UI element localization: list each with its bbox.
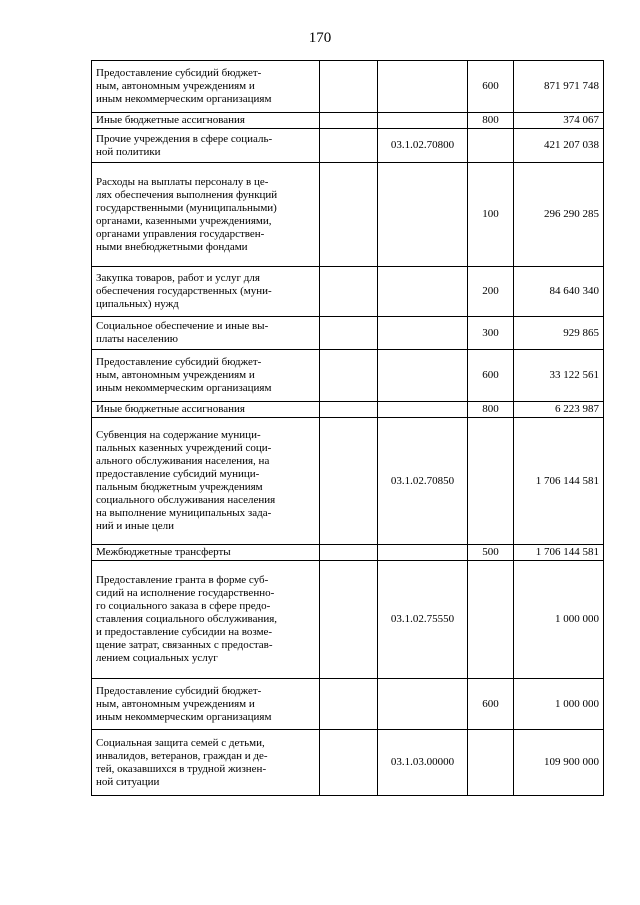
row-code (378, 545, 468, 561)
row-amount: 374 067 (514, 113, 604, 129)
row-name: Предоставление субсидий бюджет- ным, автономным учреждениям и иным некоммерческим организациям (92, 350, 320, 402)
row-code: 03.1.03.00000 (378, 730, 468, 796)
row-expense-type (468, 561, 514, 679)
row-amount: 421 207 038 (514, 129, 604, 163)
row-amount: 1 000 000 (514, 561, 604, 679)
row-code (378, 317, 468, 350)
row-name: Прочие учреждения в сфере социаль- ной политики (92, 129, 320, 163)
row-name: Межбюджетные трансферты (92, 545, 320, 561)
table-row (92, 350, 604, 402)
row-expense-type: 100 (468, 163, 514, 267)
row-expense-type: 300 (468, 317, 514, 350)
table-row (92, 679, 604, 730)
row-expense-type: 800 (468, 113, 514, 129)
table-row (92, 545, 604, 561)
row-name: Расходы на выплаты персоналу в це- лях обеспечения выполнения функций государственными (муниципальными) органами, казенными учреждениями, органами управления государствен- ными внебюджетными фондами (92, 163, 320, 267)
table-row (92, 163, 604, 267)
row-amount: 33 122 561 (514, 350, 604, 402)
row-code (378, 61, 468, 113)
row-expense-type (468, 129, 514, 163)
page-number: 170 (308, 30, 332, 46)
row-empty-cell (320, 418, 378, 545)
row-empty-cell (320, 61, 378, 113)
table-row (92, 61, 604, 113)
row-expense-type: 600 (468, 350, 514, 402)
row-amount: 1 706 144 581 (514, 545, 604, 561)
row-expense-type: 600 (468, 679, 514, 730)
row-code (378, 113, 468, 129)
row-empty-cell (320, 545, 378, 561)
row-name: Предоставление субсидий бюджет- ным, автономным учреждениям и иным некоммерческим организациям (92, 679, 320, 730)
row-empty-cell (320, 730, 378, 796)
row-code (378, 402, 468, 418)
row-name: Иные бюджетные ассигнования (92, 402, 320, 418)
row-empty-cell (320, 402, 378, 418)
row-empty-cell (320, 129, 378, 163)
row-expense-type: 200 (468, 267, 514, 317)
row-empty-cell (320, 561, 378, 679)
row-amount: 929 865 (514, 317, 604, 350)
row-expense-type (468, 730, 514, 796)
row-expense-type (468, 418, 514, 545)
row-code: 03.1.02.75550 (378, 561, 468, 679)
row-amount: 296 290 285 (514, 163, 604, 267)
row-expense-type: 500 (468, 545, 514, 561)
table-row (92, 561, 604, 679)
table-row (92, 418, 604, 545)
row-code: 03.1.02.70800 (378, 129, 468, 163)
row-amount: 871 971 748 (514, 61, 604, 113)
row-name: Иные бюджетные ассигнования (92, 113, 320, 129)
row-amount: 6 223 987 (514, 402, 604, 418)
row-code (378, 350, 468, 402)
table-row (92, 113, 604, 129)
table-row (92, 730, 604, 796)
row-expense-type: 600 (468, 61, 514, 113)
table-row (92, 402, 604, 418)
table-row (92, 317, 604, 350)
row-amount: 84 640 340 (514, 267, 604, 317)
row-empty-cell (320, 113, 378, 129)
row-name: Закупка товаров, работ и услуг для обеспечения государственных (муни- ципальных) нужд (92, 267, 320, 317)
row-empty-cell (320, 163, 378, 267)
row-empty-cell (320, 679, 378, 730)
row-amount: 109 900 000 (514, 730, 604, 796)
row-name: Предоставление субсидий бюджет- ным, автономным учреждениям и иным некоммерческим организациям (92, 61, 320, 113)
row-code (378, 679, 468, 730)
row-empty-cell (320, 267, 378, 317)
row-amount: 1 000 000 (514, 679, 604, 730)
budget-table (91, 60, 604, 796)
row-empty-cell (320, 317, 378, 350)
row-name: Субвенция на содержание муници- пальных казенных учреждений соци- ального обслуживания населения, на предоставление субсидий муници- пальным бюджетным учреждениям социального обслуживания населения на выполнение муниципальных зада- ний и иные цели (92, 418, 320, 545)
row-empty-cell (320, 350, 378, 402)
row-code (378, 163, 468, 267)
row-name: Социальное обеспечение и иные вы- платы населению (92, 317, 320, 350)
row-expense-type: 800 (468, 402, 514, 418)
table-row (92, 267, 604, 317)
row-amount: 1 706 144 581 (514, 418, 604, 545)
row-name: Социальная защита семей с детьми, инвалидов, ветеранов, граждан и де- тей, оказавшихся в трудной жизнен- ной ситуации (92, 730, 320, 796)
row-code: 03.1.02.70850 (378, 418, 468, 545)
row-code (378, 267, 468, 317)
row-name: Предоставление гранта в форме суб- сидий на исполнение государственно- го социального заказа в сфере предо- ставления социального обслуживания, и предоставление субсидии на возме- щение затрат, связанных с предостав- лением социальных услуг (92, 561, 320, 679)
table-row (92, 129, 604, 163)
